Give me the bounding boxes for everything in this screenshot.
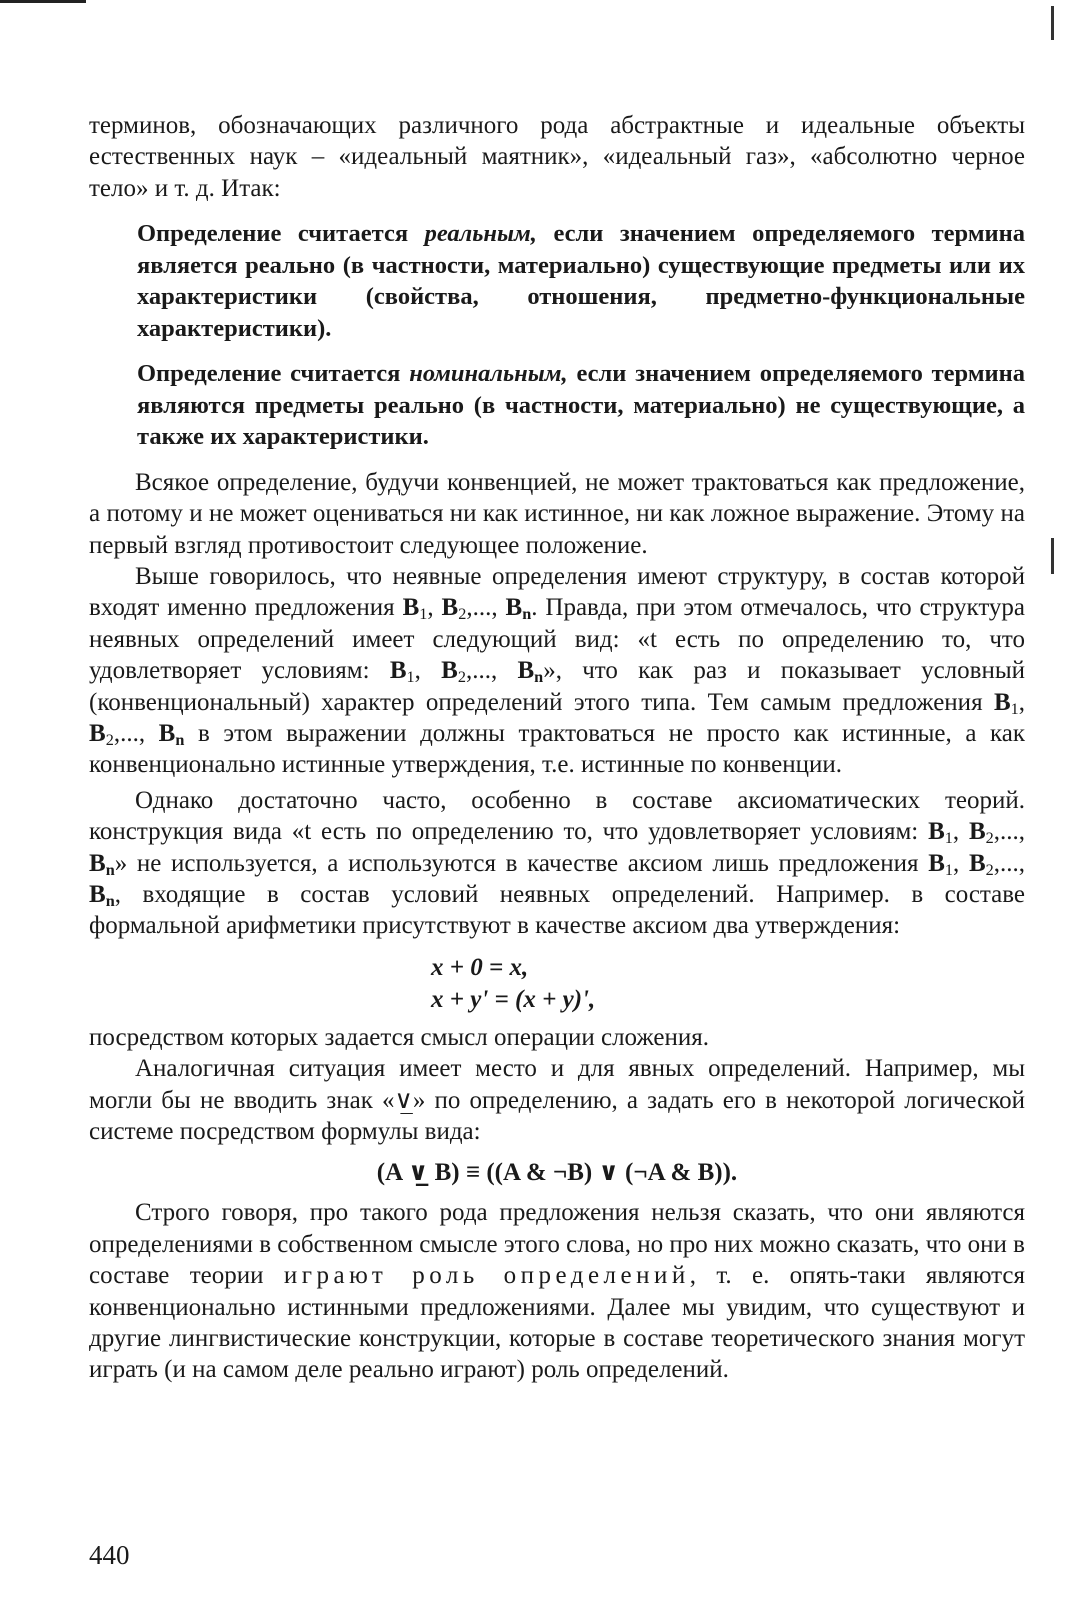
paragraph: Строго говоря, про такого рода предложения нельзя сказать, что они являются определениями в собственном смысле этого слова, но про них можно сказать, что они в составе теории играют роль определений, т. е. опять-таки являются конвенционально истинными предложениями. Далее мы увидим, что существуют и другие лингвистические конструкции, которые в составе теоретического знания могут играть (и на самом деле реально играют) роль определений.: [89, 1199, 1025, 1384]
paragraph: Выше говорилось, что неявные определения имеют структуру, в состав которой входят именно предложения $B_1$, $B_2$,..., $B_n$. Правда, при этом отмечалось, что структура неявных определений имеет следующий вид: «t есть по определению то, что удовлетворяет условиям: $B_1$, $B_2$,..., $B_n$», что как раз и показывает условный (конвенциональный) характер определений этого типа. Тем самым предложения $B_1$, $B_2$,..., $B_n$ в этом выражении должны трактоваться не просто как истинные, а как конвенционально истинные утверждения, т.е. истинные по конвенции.: [89, 562, 1026, 779]
formula: x + y' = (x + y)',: [431, 985, 596, 1013]
top-rule: [0, 0, 86, 3]
spaced-emphasis: играют роль определений: [283, 1262, 690, 1290]
page-content: [89, 110, 1025, 1386]
paragraph: Аналогичная ситуация имеет место и для явных определений. Например, мы могли бы не вводить знак «∨̲» по определению, а задать его в некоторой логической системе посредством формулы вида:: [89, 1055, 1025, 1146]
paragraph: Всякое определение, будучи конвенцией, не может трактоваться как предложение, а потому и не может оцениваться ни как истинное, ни как ложное выражение. Этому на первый взгляд противостоит следующее положение.: [89, 468, 1025, 559]
paragraph: терминов, обозначающих различного рода абстрактные и идеальные объекты естественных наук – «идеальный маятник», «идеальный газ», «абсолютно черное тело» и т. д. Итак:: [89, 112, 1025, 202]
page-number: 440: [89, 1540, 130, 1570]
paragraph: посредством которых задается смысл операции сложения.: [89, 1023, 709, 1051]
formula: (A ∨̲ B) ≡ ((A & ¬B) ∨ (¬A & B)).: [376, 1159, 738, 1187]
definition-nominal: Определение считается номинальным, если значением определяемого термина являются предметы реально (в частности, материально) не существующие, а также их характеристики.: [137, 360, 1025, 451]
term-nominal: номинальным,: [409, 360, 568, 388]
scan-edge-mark: [1051, 538, 1054, 574]
term-real: реальным,: [424, 220, 537, 248]
formula-block: [431, 952, 1025, 1016]
definition-real: Определение считается реальным, если значением определяемого термина является реально (в частности, материально) существующие предметы или их характеристики (свойства, отношения, предметно-функциональные характеристики).: [137, 220, 1025, 342]
scan-edge-mark: [1051, 6, 1054, 40]
paragraph: Однако достаточно часто, особенно в составе аксиоматических теорий. конструкция вида «t есть по определению то, что удовлетворяет условиям: $B_1$, $B_2$,..., $B_n$» не используется, а используются в качестве аксиом лишь предложения $B_1$, $B_2$,..., $B_n$, входящие в состав условий неявных определений. Например. в составе формальной арифметики присутствуют в качестве аксиом два утверждения:: [89, 786, 1026, 940]
formula: x + 0 = x,: [431, 953, 529, 981]
